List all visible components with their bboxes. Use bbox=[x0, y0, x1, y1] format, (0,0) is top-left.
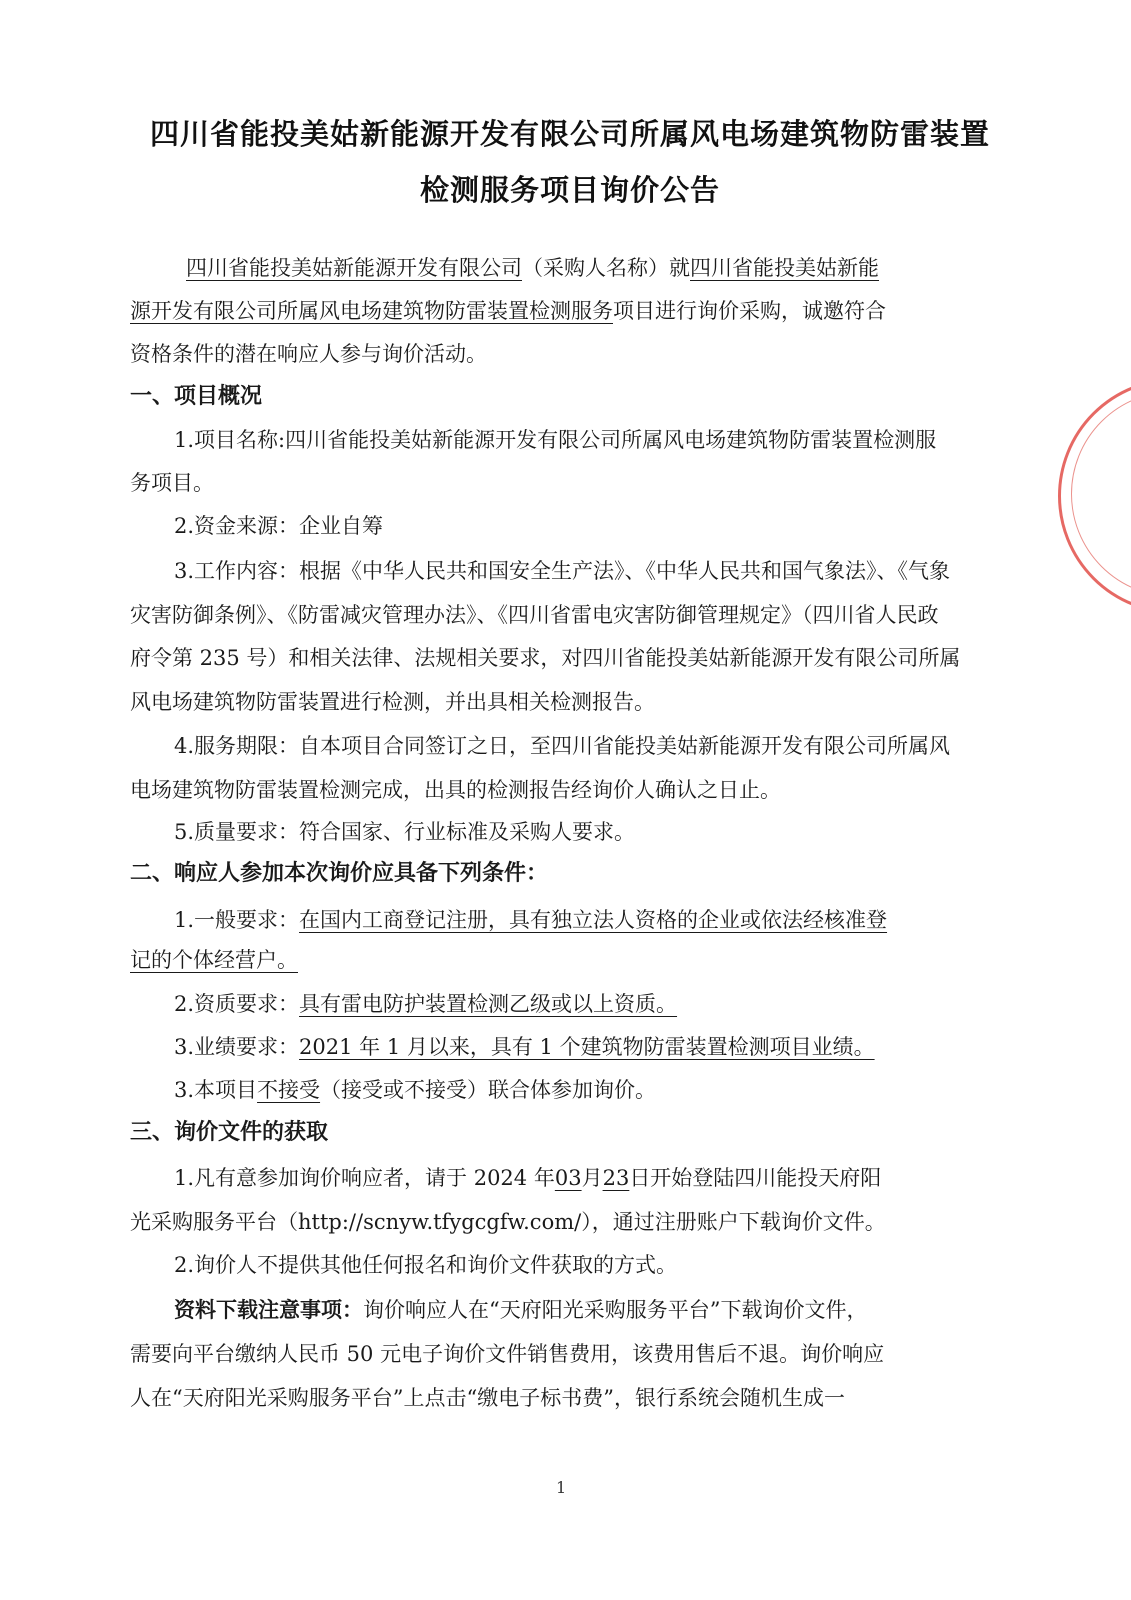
project-name-part2: 源开发有限公司所属风电场建筑物防雷装置检测服务 bbox=[130, 299, 613, 323]
s1-item4-line1: 4.服务期限：自本项目合同签订之日，至四川省能投美姑新能源开发有限公司所属风 bbox=[174, 734, 951, 758]
req1-text1: 在国内工商登记注册，具有独立法人资格的企业或依法经核准登 bbox=[299, 908, 888, 932]
s2-req1-line1 bbox=[174, 906, 887, 934]
req1-text2: 记的个体经营户。 bbox=[130, 948, 298, 972]
section3-heading: 三、询价文件的获取 bbox=[130, 1120, 329, 1145]
s1-item1-line1: 1.项目名称:四川省能投美姑新能源开发有限公司所属风电场建筑物防雷装置检测服 bbox=[174, 428, 937, 452]
s1-item3-line1: 3.工作内容：根据《中华人民共和国安全生产法》、《中华人民共和国气象法》、《气象 bbox=[174, 559, 951, 583]
section1-heading: 一、项目概况 bbox=[130, 384, 263, 409]
doc-title-line1: 四川省能投美姑新能源开发有限公司所属风电场建筑物防雷装置 bbox=[149, 117, 990, 151]
s3-notice-line2: 需要向平台缴纳人民币 50 元电子询价文件销售费用，该费用售后不退。询价响应 bbox=[130, 1342, 885, 1366]
doc-title-line2: 检测服务项目询价公告 bbox=[419, 173, 720, 207]
s3-item1-line1 bbox=[174, 1164, 881, 1192]
req2-label: 2.资质要求： bbox=[174, 992, 300, 1016]
seal-inner-ring bbox=[1071, 391, 1131, 597]
notice-text1: 询价响应人在“天府阳光采购服务平台”下载询价文件， bbox=[363, 1298, 868, 1322]
s1-item2: 2.资金来源：企业自筹 bbox=[174, 514, 384, 538]
purchaser-name: 四川省能投美姑新能源开发有限公司 bbox=[186, 256, 522, 280]
req3-label: 3.业绩要求： bbox=[174, 1035, 300, 1059]
s3-item1-post: 日开始登陆四川能投天府阳 bbox=[629, 1166, 882, 1190]
s1-item4-line2: 电场建筑物防雷装置检测完成，出具的检测报告经询价人确认之日止。 bbox=[130, 778, 781, 802]
req4-pre: 3.本项目 bbox=[174, 1078, 258, 1102]
intro-line2 bbox=[130, 297, 886, 325]
project-name-part1: 四川省能投美姑新能 bbox=[690, 256, 879, 280]
req3-text: 2021 年 1 月以来，具有 1 个建筑物防雷装置检测项目业绩。 bbox=[299, 1035, 875, 1059]
intro-line3: 资格条件的潜在响应人参与询价活动。 bbox=[130, 342, 487, 366]
s3-day: 23 bbox=[602, 1166, 630, 1190]
s3-month-unit: 月 bbox=[581, 1166, 603, 1190]
s2-req2 bbox=[174, 990, 677, 1018]
s2-req3 bbox=[174, 1033, 875, 1061]
page-number: 1 bbox=[556, 1478, 567, 1497]
intro-tail: 项目进行询价采购，诚邀符合 bbox=[613, 299, 886, 323]
s2-req4 bbox=[174, 1076, 656, 1104]
s1-item3-line2: 灾害防御条例》、《防雷减灾管理办法》、《四川省雷电灾害防御管理规定》（四川省人民政 bbox=[130, 603, 939, 627]
s3-item1-pre: 1.凡有意参加询价响应者，请于 2024 年 bbox=[174, 1166, 555, 1190]
s3-notice-line1 bbox=[174, 1296, 867, 1324]
s1-item5: 5.质量要求：符合国家、行业标准及采购人要求。 bbox=[174, 820, 636, 844]
s2-req1-line2 bbox=[130, 946, 298, 974]
req1-label: 1.一般要求： bbox=[174, 908, 300, 932]
req2-text: 具有雷电防护装置检测乙级或以上资质。 bbox=[299, 992, 678, 1016]
req4-post: （接受或不接受）联合体参加询价。 bbox=[320, 1078, 657, 1102]
intro-line1 bbox=[186, 254, 879, 282]
s1-item3-line3: 府令第 235 号）和相关法律、法规相关要求，对四川省能投美姑新能源开发有限公司所属 bbox=[130, 646, 961, 670]
notice-label: 资料下载注意事项： bbox=[174, 1298, 363, 1322]
s3-item1-line2: 光采购服务平台（http://scnyw.tfygcgfw.com/），通过注册账户下载询价文件。 bbox=[130, 1210, 886, 1234]
s1-item1-line2: 务项目。 bbox=[130, 471, 214, 495]
s3-item2: 2.询价人不提供其他任何报名和询价文件获取的方式。 bbox=[174, 1253, 678, 1277]
s1-item3-line4: 风电场建筑物防雷装置进行检测，并出具相关检测报告。 bbox=[130, 690, 655, 714]
s3-month: 03 bbox=[554, 1166, 582, 1190]
purchaser-note: （采购人名称）就 bbox=[522, 256, 690, 280]
req4-choice: 不接受 bbox=[257, 1078, 321, 1102]
s3-notice-line3: 人在“天府阳光采购服务平台”上点击“缴电子标书费”，银行系统会随机生成一 bbox=[130, 1386, 845, 1410]
section2-heading: 二、响应人参加本次询价应具备下列条件： bbox=[130, 861, 549, 886]
official-seal bbox=[1058, 378, 1131, 614]
